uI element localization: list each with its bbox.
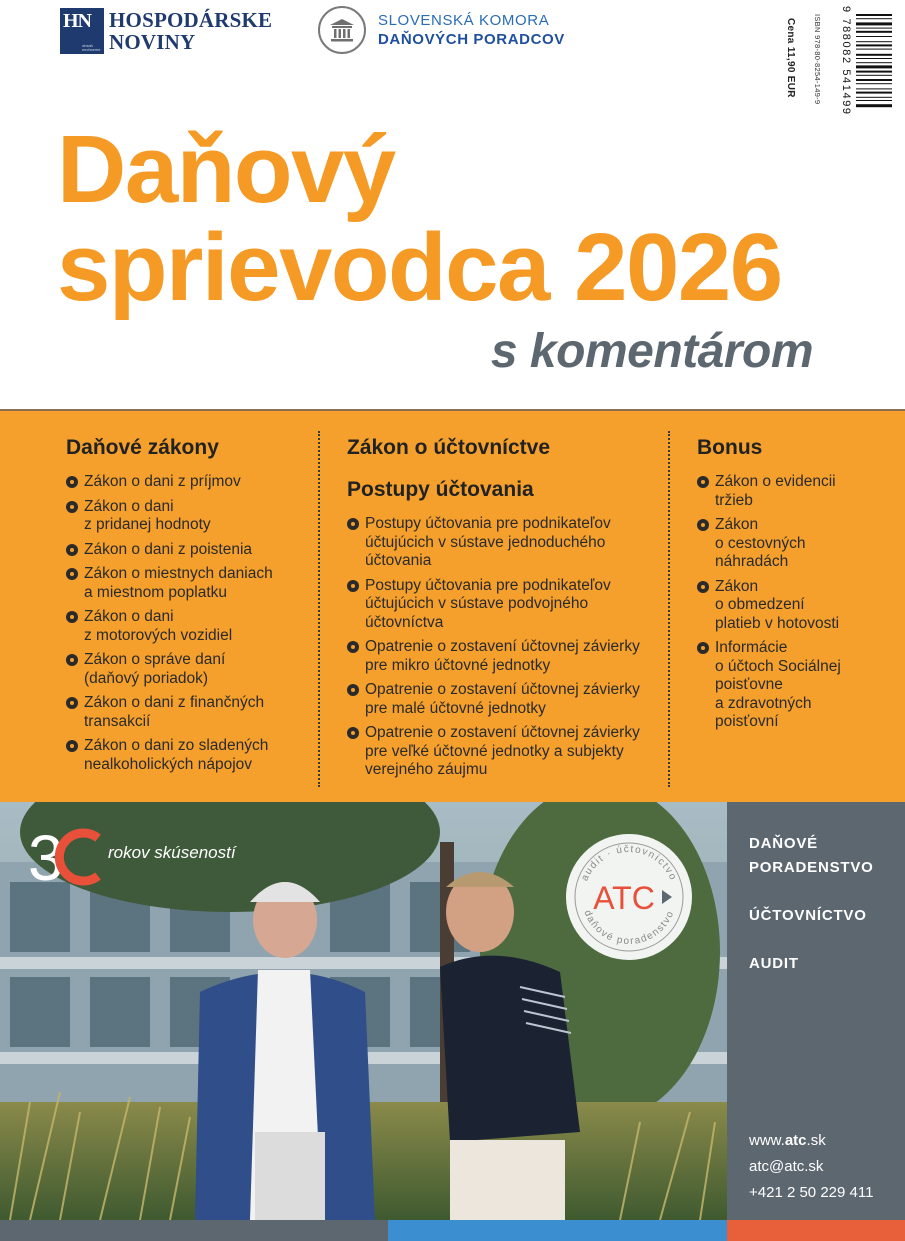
atc-badge (566, 834, 692, 960)
list-item-line: a miestnom poplatku (84, 583, 228, 601)
list-item-line: Zákon o dani (84, 497, 174, 515)
website-suffix: .sk (806, 1132, 826, 1149)
list-item-line: poisťovní (715, 713, 779, 730)
list-item (697, 578, 897, 634)
hn-logo-letters: HN (63, 10, 91, 32)
skdp-logo (318, 6, 565, 54)
list-item (347, 724, 652, 780)
bullet-icon (66, 568, 78, 580)
list-item (347, 515, 652, 571)
list-item (347, 577, 652, 633)
list-item-line: Zákon o dani z príjmov (84, 473, 241, 490)
atc-ring-bottom: daňové poradenstvo (581, 908, 677, 948)
list-item-line: z motorových vozidiel (84, 626, 233, 644)
list-item (66, 737, 306, 774)
bullet-icon (347, 641, 359, 653)
list-item (66, 608, 306, 645)
list-item (66, 565, 306, 602)
list-item-line: a zdravotných (715, 694, 812, 712)
list-item-line: Informácie (715, 639, 788, 656)
bullet-icon (697, 642, 709, 654)
column-divider (668, 431, 670, 787)
list-item-line: o cestovných (715, 534, 806, 552)
color-strip (0, 1220, 905, 1241)
list-item (347, 638, 652, 675)
services-sidebar (727, 802, 905, 1220)
list-item-line: z pridanej hodnoty (84, 516, 211, 533)
atc-ring-top: audit · účtovníctvo (579, 843, 679, 883)
columns-building-icon (318, 6, 366, 54)
list-item (697, 516, 897, 572)
strip-blue (388, 1220, 727, 1241)
strip-orange (727, 1220, 905, 1241)
services-list (749, 832, 874, 976)
list-item-line: Opatrenie o zostavení účtovnej závierky (365, 638, 640, 655)
hn-logo-name (109, 8, 272, 53)
column-accounting (347, 435, 652, 786)
column-tax-laws-heading: Daňové zákony (66, 436, 219, 459)
list-item-line: Postupy účtovania pre podnikateľov (365, 515, 611, 532)
list-item-line: Zákon o správe daní (84, 651, 226, 668)
service-tax-line2: PORADENSTVO (749, 859, 874, 876)
list-item-line: transakcií (84, 712, 151, 730)
list-item (66, 541, 306, 560)
list-item-line: platieb v hotovosti (715, 614, 840, 632)
column-bonus (697, 435, 897, 738)
title-line1: Daňový (57, 116, 395, 223)
list-item-line: Opatrenie o zostavení účtovnej závierky (365, 681, 640, 698)
list-item-line: poisťovne (715, 676, 783, 693)
list-item-line: (daňový poriadok) (84, 669, 209, 687)
hn-logo (60, 8, 272, 54)
barcode-icon (856, 14, 892, 114)
column-bonus-heading: Bonus (697, 436, 763, 459)
atc-logo-text: ATC (593, 880, 655, 916)
list-item-line: Zákon o dani (84, 608, 174, 625)
column-divider (318, 431, 320, 787)
page-title (57, 116, 782, 321)
list-item (347, 681, 652, 718)
list-item-line: účtovníctva (365, 613, 444, 631)
page-subtitle: s komentárom (490, 325, 813, 378)
barcode-digits: 9 788082 541499 (840, 6, 852, 116)
list-item (66, 651, 306, 688)
list-item-line: Zákon (715, 577, 759, 595)
website-link[interactable] (749, 1128, 873, 1154)
bullet-icon (697, 581, 709, 593)
list-item-line: Zákon o dani zo sladených (84, 737, 269, 754)
column-accounting-heading: Zákon o účtovníctve (347, 436, 551, 459)
bullet-icon (347, 580, 359, 592)
list-item-line: o účtoch Sociálnej (715, 657, 841, 675)
list-item-line: tržieb (715, 491, 753, 509)
skdp-line1: SLOVENSKÁ KOMORA (378, 12, 550, 29)
list-item-line: pre malé účtovné jednotky (365, 699, 546, 717)
years-badge (28, 826, 236, 888)
promo-photo (0, 802, 727, 1220)
bullet-icon (697, 476, 709, 488)
website-prefix: www. (749, 1132, 785, 1149)
svg-text:3: 3 (28, 826, 64, 888)
bullet-icon (66, 740, 78, 752)
hn-logo-small: obsah nechceme (82, 43, 101, 52)
bullet-icon (347, 684, 359, 696)
bullet-icon (66, 476, 78, 488)
list-item-line: účtujúcich v sústave jednoduchého (365, 533, 606, 551)
list-item-line: pre mikro účtovné jednotky (365, 656, 551, 674)
list-item-line: o obmedzení (715, 596, 805, 613)
email-link[interactable]: atc@atc.sk (749, 1158, 824, 1175)
bullet-icon (697, 519, 709, 531)
list-item-line: Zákon (715, 516, 759, 533)
bullet-icon (66, 697, 78, 709)
list-item-line: náhradách (715, 553, 789, 570)
price-label: Cena 11,90 EUR (785, 18, 796, 98)
phone-number: +421 2 50 229 411 (749, 1184, 874, 1201)
list-item (697, 639, 897, 732)
tax-laws-list (66, 473, 306, 774)
bullet-icon (347, 518, 359, 530)
thirty-years-icon (28, 826, 106, 888)
hn-name-line1: HOSPODÁRSKE (109, 8, 273, 32)
bullet-icon (66, 654, 78, 666)
list-item-line: Opatrenie o zostavení účtovnej závierky (365, 724, 640, 741)
contents-band (0, 409, 905, 802)
bonus-list (697, 473, 897, 732)
list-item-line: Zákon o miestnych daniach (84, 565, 273, 582)
title-line2: sprievodca 2026 (57, 214, 782, 321)
bullet-icon (66, 611, 78, 623)
service-accounting: ÚČTOVNÍCTVO (749, 907, 867, 924)
hn-name-line2: NOVINY (109, 30, 196, 54)
list-item (66, 694, 306, 731)
procedures-list (347, 515, 652, 780)
list-item-line: nealkoholických nápojov (84, 755, 253, 773)
list-item-line: účtujúcich v sústave podvojného (365, 595, 589, 612)
column-tax-laws (66, 435, 306, 780)
service-audit: AUDIT (749, 955, 799, 972)
list-item-line: Postupy účtovania pre podnikateľov (365, 576, 611, 594)
isbn-label: ISBN 978-80-8254-149-9 (813, 14, 822, 105)
list-item-line: Zákon o evidencii (715, 473, 836, 490)
bullet-icon (66, 544, 78, 556)
list-item-line: Zákon o dani z poistenia (84, 540, 253, 558)
column-procedures-heading: Postupy účtovania (347, 478, 534, 501)
bullet-icon (347, 727, 359, 739)
skdp-line2: DAŇOVÝCH PORADCOV (378, 31, 565, 48)
list-item-line: účtovania (365, 552, 432, 569)
bullet-icon (66, 501, 78, 513)
list-item-line: verejného záujmu (365, 761, 488, 778)
list-item (66, 473, 306, 492)
service-tax-line1: DAŇOVÉ (749, 835, 818, 852)
skdp-text (378, 11, 565, 49)
contacts (749, 1128, 873, 1206)
years-text: rokov skúseností (108, 843, 236, 862)
list-item-line: Zákon o dani z finančných (84, 694, 265, 711)
svg-text:audit · účtovníctvo (579, 844, 678, 883)
list-item-line: pre veľké účtovné jednotky a subjekty (365, 742, 624, 760)
strip-slate (0, 1220, 388, 1241)
list-item (697, 473, 897, 510)
atc-logo (566, 834, 692, 960)
list-item (66, 498, 306, 535)
hn-logo-box (60, 8, 104, 54)
website-bold: atc (784, 1132, 807, 1149)
